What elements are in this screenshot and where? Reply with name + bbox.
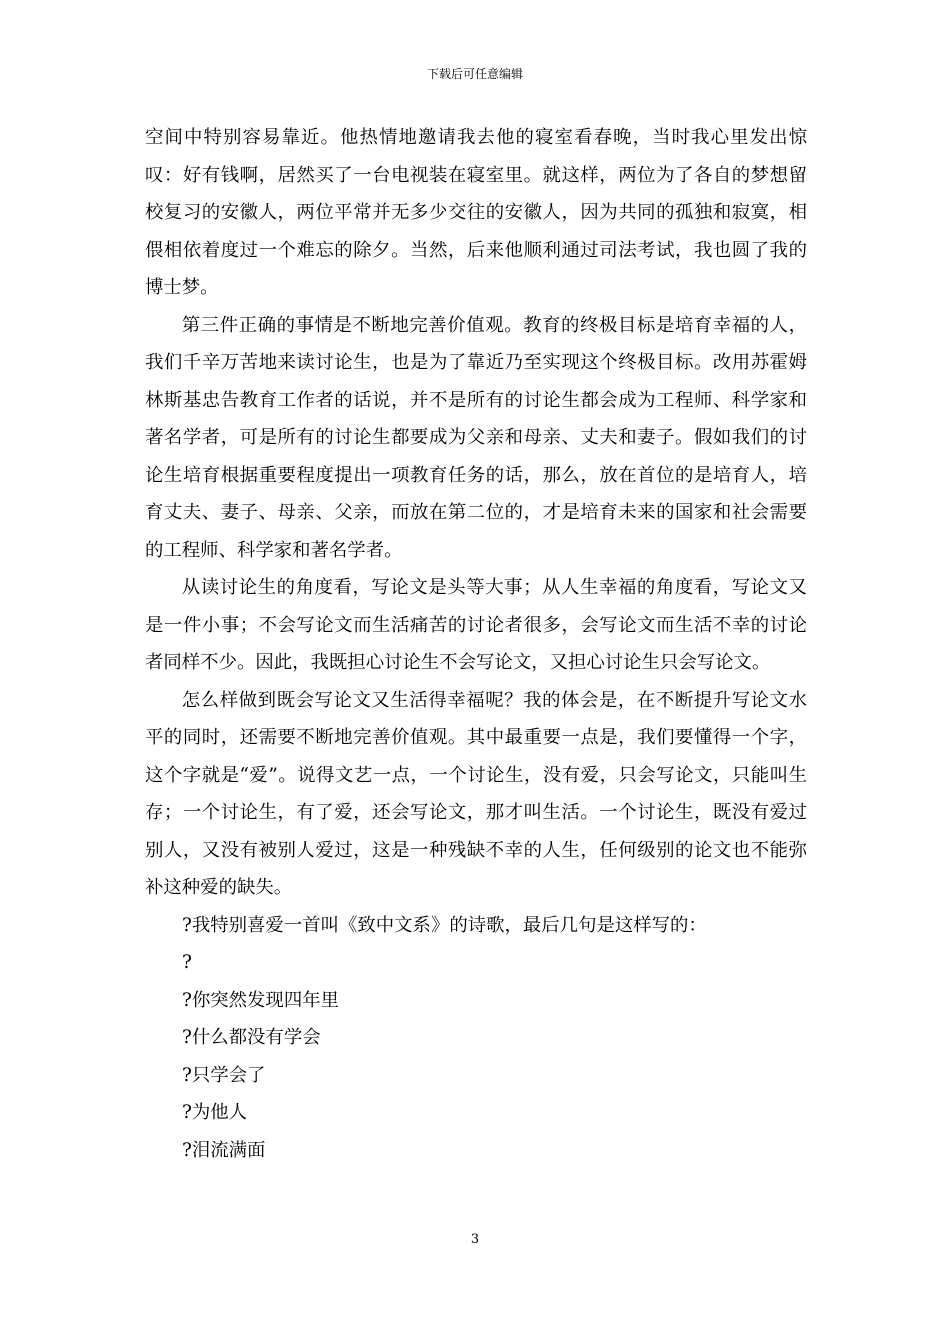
poem-line: ?只学会了 xyxy=(182,1064,266,1086)
poem-intro-line: ?我特别喜爱一首叫《致中文系》的诗歌，最后几句是这样写的： xyxy=(182,914,707,936)
page-header: 下载后可任意编辑 xyxy=(426,67,523,81)
poem-line: ?泪流满面 xyxy=(182,1139,266,1161)
poem-line: ?为他人 xyxy=(182,1102,248,1123)
paragraph: 第三件正确的事情是不断地完善价值观。教育的终极目标是培育幸福的人，我们千辛万苦地来读讨论生，也是为了靠近乃至实现这个终极目标。改用苏霍姆林斯基忠告教育工作者的话说，并不是所有的讨论生都会成为工程师、科学家和著名学者，可是所有的讨论生都要成为父亲和母亲、丈夫和妻子。假如我们的讨论生培育根据重要程度提出一项教育任务的话，那么，放在首位的是培育人，培育丈夫、妻子、母亲、父亲，而放在第二位的，才是培育未来的国家和社会需要的工程师、科学家和著名学者。 xyxy=(145,314,807,561)
document-body xyxy=(145,119,807,1169)
paragraph: 空间中特别容易靠近。他热情地邀请我去他的寝室看春晚，当时我心里发出惊叹：好有钱啊，居然买了一台电视装在寝室里。就这样，两位为了各自的梦想留校复习的安徽人，两位平常并无多少交往的安徽人，因为共同的孤独和寂寞，相偎相依着度过一个难忘的除夕。当然，后来他顺利通过司法考试，我也圆了我的博士梦。 xyxy=(145,127,807,298)
poem-line: ?什么都没有学会 xyxy=(182,1027,321,1048)
paragraph: 怎么样做到既会写论文又生活得幸福呢？我的体会是，在不断提升写论文水平的同时，还需要不断地完善价值观。其中最重要一点是，我们要懂得一个字，这个字就是“爱”。说得文艺一点，一个讨论生，没有爱，只会写论文，只能叫生存；一个讨论生，有了爱，还会写论文，那才叫生活。一个讨论生，既没有爱过别人，又没有被别人爱过，这是一种残缺不幸的人生，任何级别的论文也不能弥补这种爱的缺失。 xyxy=(145,689,807,898)
page-number: 3 xyxy=(470,1232,480,1247)
paragraph: 从读讨论生的角度看，写论文是头等大事；从人生幸福的角度看，写论文又是一件小事；不会写论文而生活痛苦的讨论者很多，会写论文而生活不幸的讨论者同样不少。因此，我既担心讨论生不会写论文，又担心讨论生只会写论文。 xyxy=(145,577,807,673)
poem-line: ? xyxy=(182,952,192,973)
poem-line: ?你突然发现四年里 xyxy=(182,989,339,1011)
